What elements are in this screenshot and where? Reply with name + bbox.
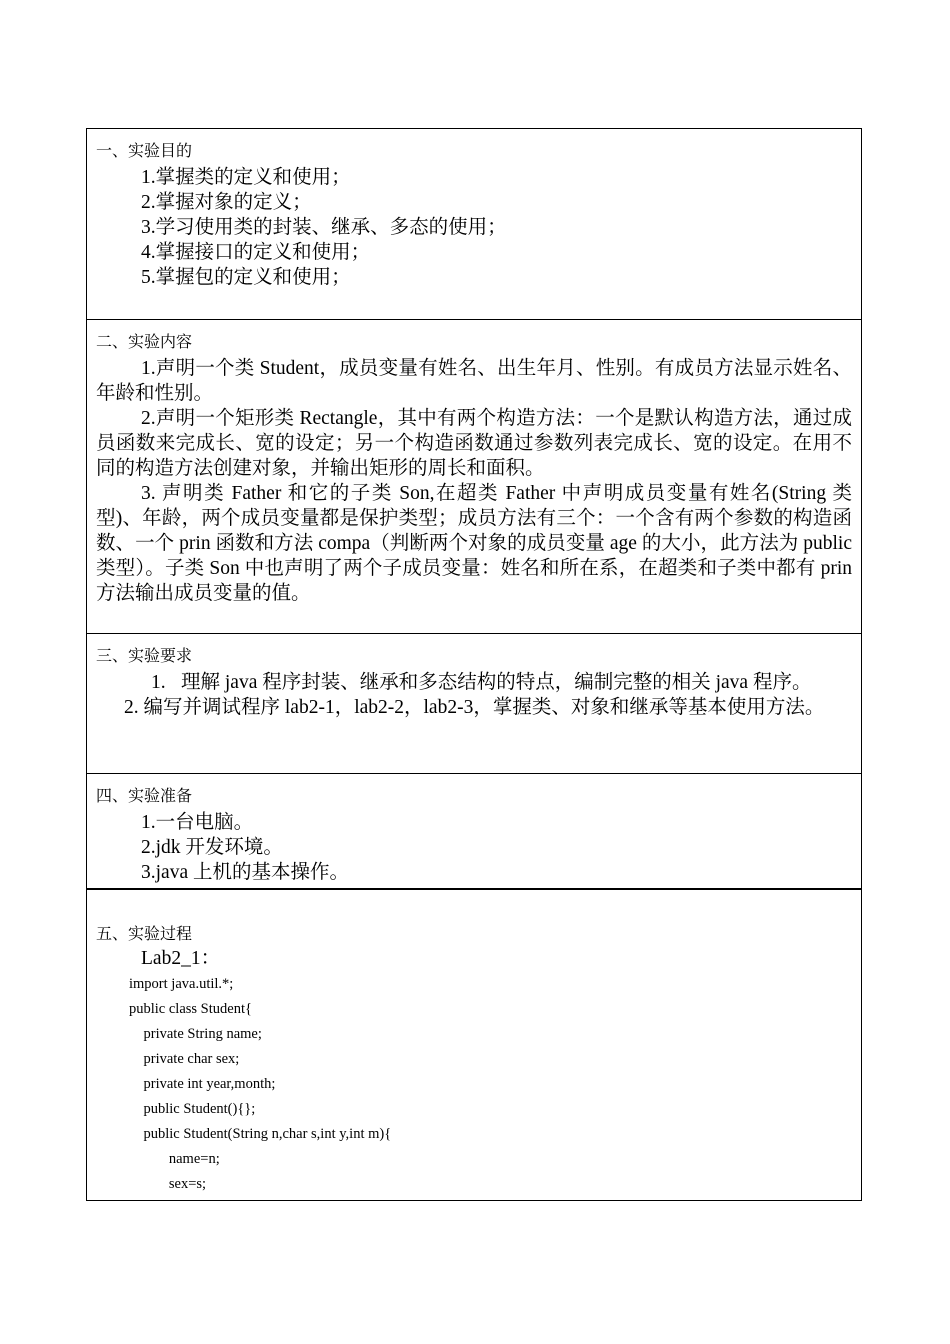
section-heading: 五、实验过程 [96,924,193,943]
content-paragraph: 3. 声明类 Father 和它的子类 Son,在超类 Father 中声明成员变量有姓名(String 类型)、年龄，两个成员变量都是保护类型；成员方法有三个：一个含有两个参数的构造函数、一个 prin 函数和方法 compa（判断两个对象的成员变量 age 的大小，此方法为 public 类型）。子类 Son 中也声明了两个子成员变量：姓名和所在系，在超类和子类中都有 prin 方法输出成员变量的值。 [96,483,852,604]
code-line: private char sex; [129,1051,240,1067]
content-paragraph: 2.声明一个矩形类 Rectangle，其中有两个构造方法：一个是默认构造方法，通过成员函数来完成长、宽的设定；另一个构造函数通过参数列表完成长、宽的设定。在用不同的构造方法创建对象，并输出矩形的周长和面积。 [96,408,852,479]
code-line: public Student(String n,char s,int y,int m){ [129,1126,392,1142]
section-requirements [87,633,861,773]
code-block [96,972,852,1197]
list-text: 理解 java 程序封装、继承和多态结构的特点，编制完整的相关 java 程序。 [181,672,812,693]
code-line: public Student(){}; [129,1101,256,1117]
list-item: 3.java 上机的基本操作。 [141,862,349,883]
code-line: name=n; [129,1151,220,1167]
list-item: 2. 编写并调试程序 lab2-1，lab2-2，lab2-3，掌握类、对象和继承等基本使用方法。 [124,697,825,718]
list-item [96,670,852,695]
section-heading: 四、实验准备 [96,786,193,805]
list-item: 1.一台电脑。 [141,812,254,833]
list-item: 1.掌握类的定义和使用； [141,167,351,188]
list-item: 2.掌握对象的定义； [141,192,312,213]
list-item: 2.jdk 开发环境。 [141,837,283,858]
section-preparation [87,773,861,888]
list-item: 3.学习使用类的封装、继承、多态的使用； [141,217,507,238]
code-line: public class Student{ [129,1001,252,1017]
content-paragraph: 1.声明一个类 Student，成员变量有姓名、出生年月、性别。有成员方法显示姓名、年龄和性别。 [96,358,852,404]
code-line: import java.util.*; [129,976,234,992]
list-item: 4.掌握接口的定义和使用； [141,242,371,263]
section-heading: 一、实验目的 [96,141,193,160]
section-content [87,319,861,633]
section-heading: 三、实验要求 [96,646,193,665]
list-item: 5.掌握包的定义和使用； [141,267,351,288]
list-number: 1. [151,672,166,693]
code-line: private String name; [129,1026,262,1042]
experiment-report-table [86,128,862,1201]
section-heading: 二、实验内容 [96,332,193,351]
section-purpose [87,129,861,319]
section-process [87,888,861,1200]
lab-name: Lab2_1： [141,948,221,969]
code-line: private int year,month; [129,1076,276,1092]
code-line: sex=s; [129,1176,207,1192]
